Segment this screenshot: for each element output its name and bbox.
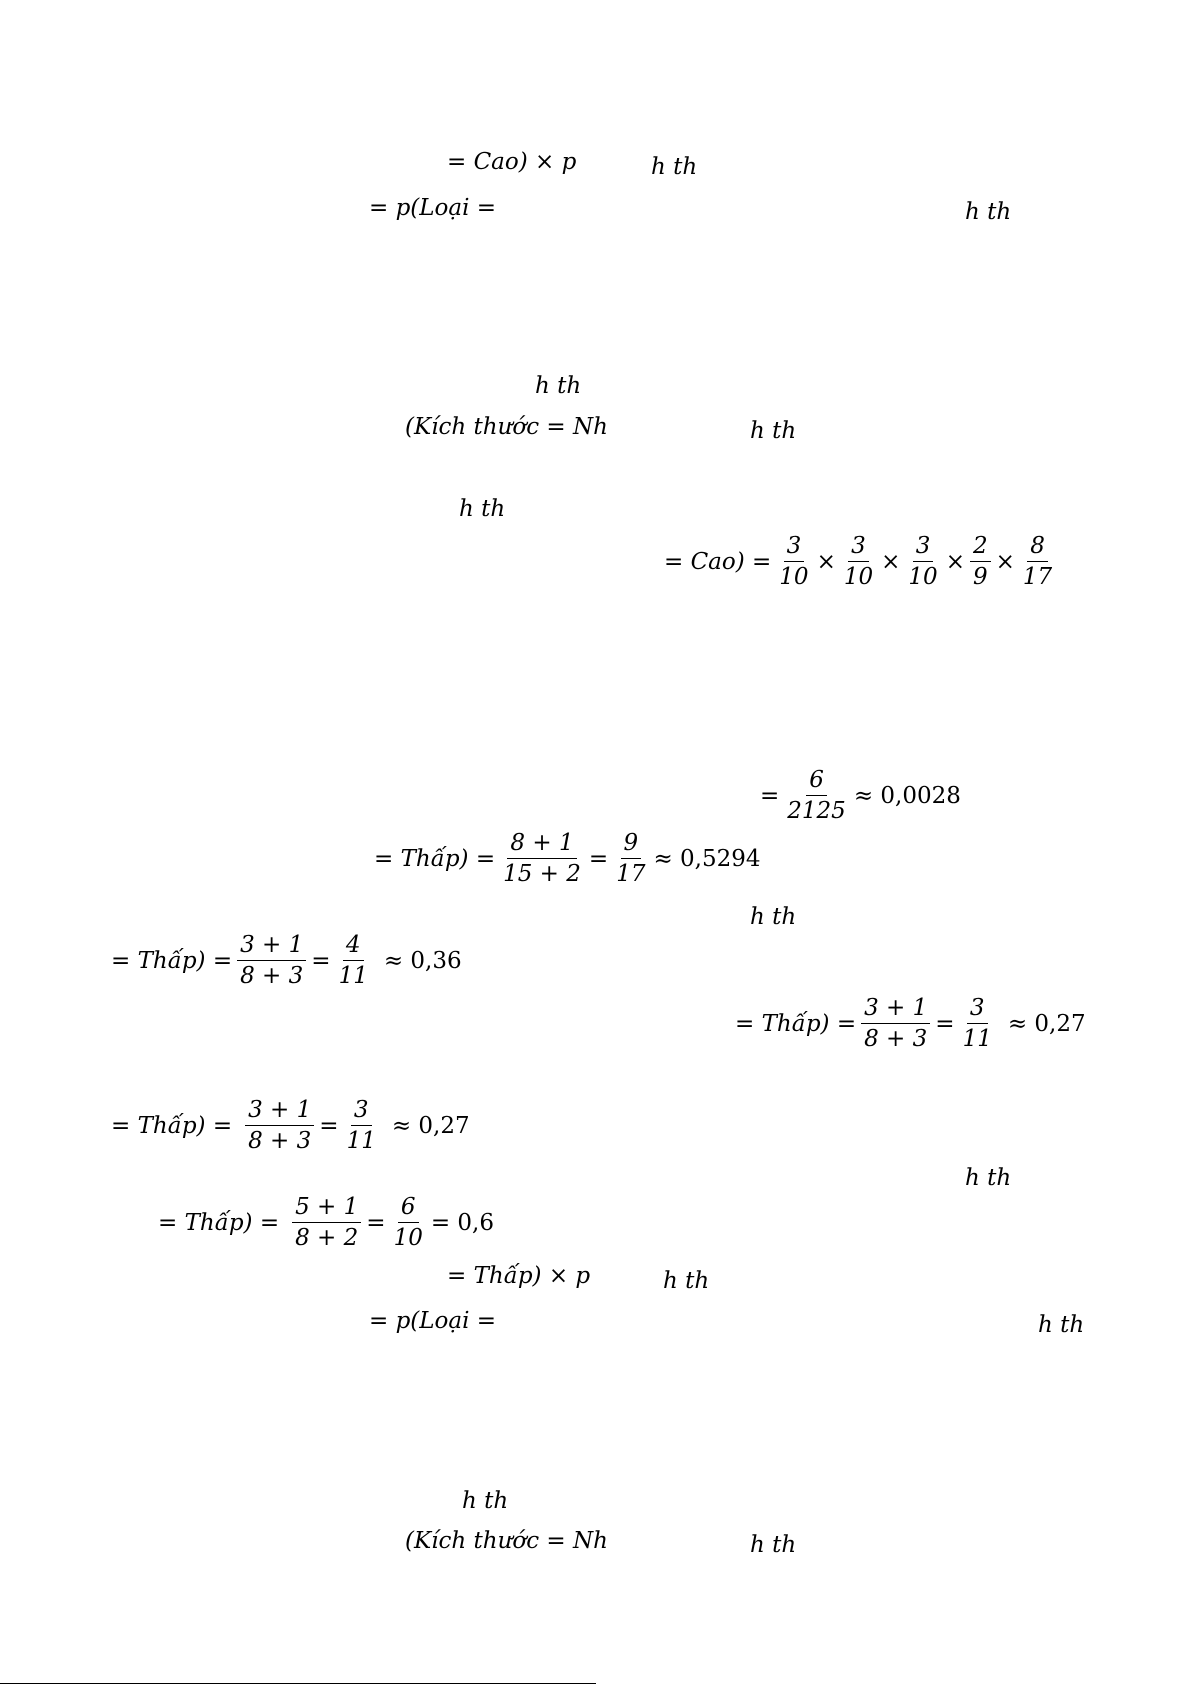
denominator: 10	[843, 564, 874, 590]
equals-sign: =	[588, 845, 609, 872]
fraction	[970, 532, 991, 591]
formula-fragment: = Cao) × p	[447, 149, 577, 175]
formula-fragment: h th	[965, 1165, 1012, 1191]
times-sign: ×	[881, 548, 901, 575]
footnote-separator	[0, 1683, 596, 1684]
fraction	[1020, 532, 1055, 591]
denominator: 8 + 2	[295, 1225, 359, 1251]
denominator: 17	[616, 861, 646, 887]
fraction	[292, 1193, 361, 1252]
probability-result-equation	[760, 766, 961, 825]
numerator: 8 + 1	[507, 829, 576, 859]
numerator: 3	[351, 1096, 372, 1126]
approximation: ≈ 0,36	[383, 947, 462, 974]
formula-fragment: h th	[459, 496, 506, 522]
approximation: ≈ 0,5294	[653, 845, 761, 872]
fraction	[776, 532, 811, 591]
formula-fragment: (Kích thước = Nh	[405, 1528, 608, 1554]
denominator: 8 + 3	[864, 1026, 928, 1052]
equals-sign: =	[935, 1010, 955, 1037]
fraction	[784, 766, 849, 825]
equation-lhs: = Cao) =	[664, 548, 772, 575]
times-sign: ×	[816, 548, 836, 575]
numerator: 6	[806, 766, 827, 796]
numerator: 6	[398, 1193, 419, 1223]
times-sign: ×	[945, 548, 965, 575]
numerator: 3 + 1	[861, 994, 930, 1024]
formula-fragment: h th	[651, 154, 698, 180]
denominator: 10	[393, 1225, 423, 1251]
numerator: 3	[913, 532, 934, 562]
denominator: 11	[346, 1128, 376, 1154]
approximation: ≈ 0,27	[1007, 1010, 1086, 1037]
fraction	[500, 829, 584, 888]
laplace-smoothing-equation	[158, 1193, 494, 1252]
numerator: 2	[970, 532, 991, 562]
numerator: 3	[967, 994, 988, 1024]
fraction	[237, 931, 306, 990]
numerator: 3 + 1	[245, 1096, 314, 1126]
laplace-smoothing-equation	[111, 931, 462, 990]
numerator: 5 + 1	[292, 1193, 361, 1223]
denominator: 15 + 2	[503, 861, 581, 887]
numerator: 3	[784, 532, 805, 562]
fraction	[336, 931, 371, 990]
equation-lhs: = Thấp) =	[735, 1010, 857, 1037]
approximation: = 0,6	[430, 1209, 495, 1236]
fraction	[613, 829, 648, 888]
formula-fragment: h th	[1038, 1312, 1085, 1338]
approximation: ≈ 0,27	[391, 1112, 470, 1139]
formula-fragment: h th	[535, 373, 582, 399]
formula-fragment: (Kích thước = Nh	[405, 414, 608, 440]
approximation: ≈ 0,0028	[853, 782, 961, 809]
equals-sign: =	[366, 1209, 386, 1236]
denominator: 8 + 3	[240, 963, 304, 989]
equation-lhs: = Thấp) =	[111, 947, 233, 974]
fraction	[905, 532, 940, 591]
fraction	[861, 994, 930, 1053]
formula-fragment: = p(Loại =	[369, 195, 497, 221]
numerator: 4	[343, 931, 364, 961]
times-sign: ×	[995, 548, 1015, 575]
formula-fragment: h th	[462, 1488, 509, 1514]
formula-fragment: = p(Loại =	[369, 1308, 497, 1334]
probability-product-equation	[664, 532, 1060, 591]
fraction	[960, 994, 995, 1053]
laplace-smoothing-equation	[735, 994, 1086, 1053]
numerator: 9	[621, 829, 642, 859]
equals-sign: =	[319, 1112, 339, 1139]
numerator: 3 + 1	[237, 931, 306, 961]
denominator: 11	[962, 1026, 992, 1052]
fraction	[841, 532, 876, 591]
denominator: 10	[779, 564, 809, 590]
formula-fragment: = Thấp) × p	[447, 1263, 591, 1289]
fraction	[391, 1193, 426, 1252]
equation-lhs: = Thấp) =	[158, 1209, 280, 1236]
formula-fragment: h th	[750, 904, 797, 930]
numerator: 3	[848, 532, 869, 562]
denominator: 2125	[787, 798, 846, 824]
equals-sign: =	[760, 782, 780, 809]
fraction	[245, 1096, 314, 1155]
laplace-smoothing-equation	[111, 1096, 470, 1155]
denominator: 11	[338, 963, 368, 989]
denominator: 10	[908, 564, 938, 590]
formula-fragment: h th	[750, 1532, 797, 1558]
denominator: 8 + 3	[248, 1128, 312, 1154]
fraction	[344, 1096, 379, 1155]
equals-sign: =	[311, 947, 331, 974]
numerator: 8	[1027, 532, 1048, 562]
formula-fragment: h th	[965, 199, 1012, 225]
denominator: 9	[972, 564, 988, 590]
equation-lhs: = Thấp) =	[374, 845, 496, 872]
denominator: 17	[1022, 564, 1053, 590]
laplace-smoothing-equation	[374, 829, 761, 888]
formula-fragment: h th	[750, 418, 797, 444]
equation-lhs: = Thấp) =	[111, 1112, 233, 1139]
formula-fragment: h th	[663, 1268, 710, 1294]
